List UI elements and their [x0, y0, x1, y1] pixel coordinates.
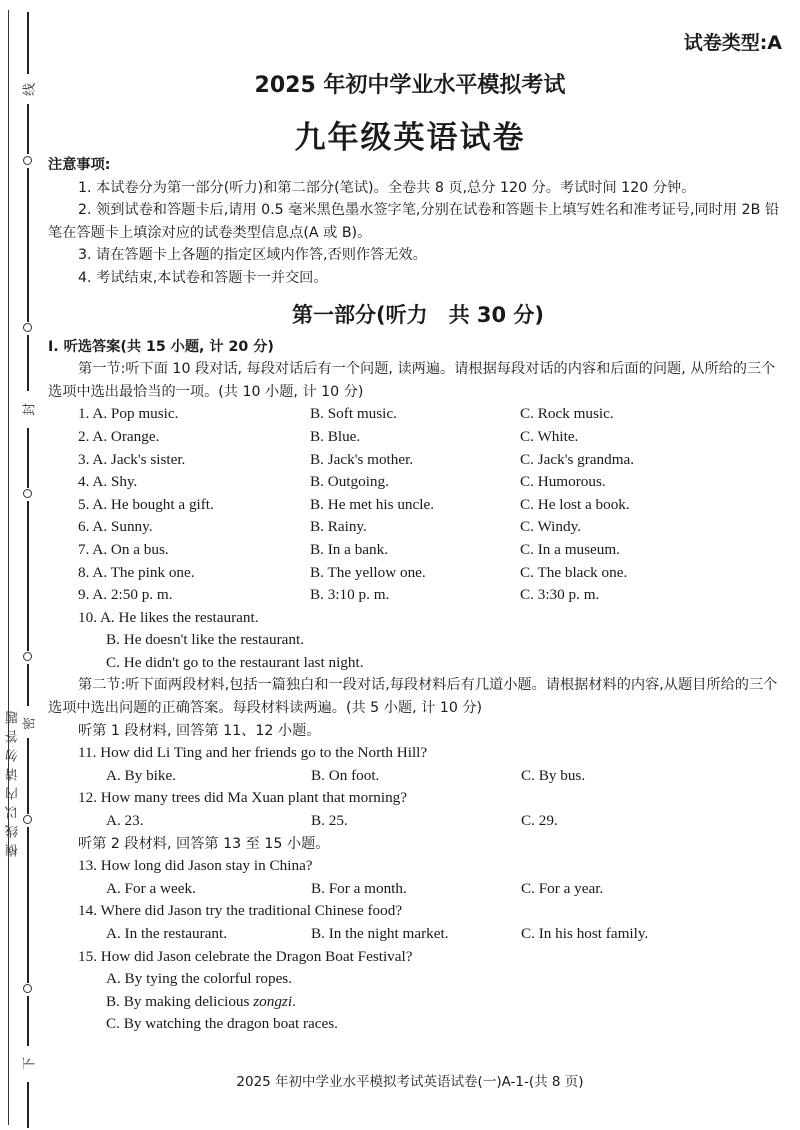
binding-char-xia: 下	[22, 1057, 38, 1071]
q14-options	[48, 923, 788, 946]
option-c: C. By bus.	[521, 766, 586, 784]
q13-options	[48, 878, 788, 901]
binding-line	[27, 827, 29, 983]
binding-circle-icon	[23, 156, 32, 165]
option-a: 2. A. Orange.	[78, 427, 160, 445]
exam-title: 2025 年初中学业水平模拟考试	[254, 73, 566, 98]
paper-title: 九年级英语试卷	[294, 120, 526, 156]
option-a: A. In the restaurant.	[106, 925, 228, 942]
binding-line	[27, 738, 29, 814]
option-a: 6. A. Sunny.	[78, 518, 153, 536]
note-item-4: 4. 考试结束,本试卷和答题卡一并交回。	[78, 269, 328, 286]
option-a: 5. A. He bought a gift.	[78, 495, 214, 513]
question-row	[48, 494, 788, 517]
q15-option-c: C. By watching the dragon boat races.	[106, 1015, 338, 1033]
option-c: C. White.	[520, 427, 579, 445]
q15-option-a: A. By tying the colorful ropes.	[106, 970, 293, 988]
option-c: C. In a museum.	[520, 540, 620, 558]
option-b-suffix: .	[292, 992, 296, 1010]
option-b: B. Jack's mother.	[310, 450, 414, 468]
note-item-3: 3. 请在答题卡上各题的指定区域内作答,否则作答无效。	[78, 247, 427, 264]
binding-note: 横线以内请勿答题	[6, 705, 21, 857]
option-b: B. Rainy.	[310, 518, 367, 536]
binding-line	[27, 428, 29, 488]
option-c: C. He lost a book.	[520, 495, 630, 513]
option-c: C. 29.	[521, 812, 558, 830]
sec2-instructions: 第二节:听下面两段材料,包括一篇独白和一段对话,每段材料后有几道小题。请根据材料的内容,从题目所给的三个选项中选出问题的正确答案。每段材料读两遍。(共 5 小题, 计 10 分)	[48, 677, 778, 717]
binding-char-feng: 封	[22, 403, 38, 417]
q10-option-c: C. He didn't go to the restaurant last night.	[106, 653, 364, 671]
question-row	[48, 516, 788, 539]
option-c: C. 3:30 p. m.	[520, 586, 600, 604]
option-c: C. Humorous.	[520, 473, 606, 491]
binding-line	[27, 335, 29, 391]
option-a: A. 23.	[106, 812, 144, 830]
option-a: 9. A. 2:50 p. m.	[78, 586, 173, 604]
option-a: A. For a week.	[106, 879, 196, 897]
option-c: C. For a year.	[521, 879, 604, 897]
material2-heading: 听第 2 段材料, 回答第 13 至 15 小题。	[78, 835, 330, 852]
option-c: C. Jack's grandma.	[520, 450, 635, 468]
option-b: B. Outgoing.	[310, 473, 389, 491]
q11-text: 11. How did Li Ting and her friends go to the North Hill?	[78, 744, 428, 762]
option-b: B. 3:10 p. m.	[310, 586, 390, 604]
binding-line	[27, 12, 29, 74]
q15-text: 15. How did Jason celebrate the Dragon Boat Festival?	[78, 947, 413, 965]
binding-char-mi: 密	[22, 717, 38, 731]
option-c: C. In his host family.	[521, 925, 649, 942]
q12-text: 12. How many trees did Ma Xuan plant that morning?	[78, 789, 407, 807]
question-row	[48, 426, 788, 449]
exam-content	[48, 154, 788, 1036]
option-b-text: B. By making delicious	[106, 992, 254, 1010]
option-b: B. The yellow one.	[310, 563, 426, 581]
q13-text: 13. How long did Jason stay in China?	[78, 857, 313, 875]
sec1-instructions: 第一节:听下面 10 段对话, 每段对话后有一个问题, 读两遍。请根据每段对话的内容和后面的问题, 从所给的三个选项中选出最恰当的一项。(共 10 小题, 计 10 分)	[48, 361, 776, 400]
q10-option-a: 10. A. He likes the restaurant.	[78, 608, 259, 626]
question-row	[48, 403, 788, 426]
q12-options	[48, 810, 788, 833]
q15-option-b	[48, 991, 788, 1014]
question-row	[48, 539, 788, 562]
option-a: 1. A. Pop music.	[78, 405, 179, 423]
option-a: 3. A. Jack's sister.	[78, 450, 186, 468]
option-b: B. In the night market.	[311, 925, 449, 942]
option-b: B. Soft music.	[310, 405, 397, 423]
option-a: 8. A. The pink one.	[78, 563, 195, 581]
option-b: B. For a month.	[311, 879, 407, 897]
option-a: 7. A. On a bus.	[78, 540, 169, 558]
q10-option-b: B. He doesn't like the restaurant.	[106, 631, 305, 649]
binding-circle-icon	[23, 815, 32, 824]
binding-line	[27, 168, 29, 322]
question-row	[48, 471, 788, 494]
notes-heading: 注意事项:	[48, 157, 111, 173]
binding-circle-icon	[23, 489, 32, 498]
binding-circle-icon	[23, 652, 32, 661]
note-item-1: 1. 本试卷分为第一部分(听力)和第二部分(笔试)。全卷共 8 页,总分 120 分。考试时间 120 分钟。	[78, 179, 696, 196]
option-c: C. Windy.	[520, 518, 581, 536]
question-row	[48, 562, 788, 585]
binding-line	[27, 664, 29, 706]
binding-line	[27, 996, 29, 1046]
question-row	[48, 449, 788, 472]
option-c: C. Rock music.	[520, 405, 614, 423]
option-b: B. He met his uncle.	[310, 495, 435, 513]
option-a: A. By bike.	[106, 766, 177, 784]
option-b: B. In a bank.	[310, 540, 389, 558]
paper-type-label: 试卷类型:A	[683, 32, 782, 54]
option-b-italic: zongzi	[253, 992, 293, 1010]
page-footer: 2025 年初中学业水平模拟考试英语试卷(一)A-1-(共 8 页)	[236, 1074, 584, 1090]
option-c: C. The black one.	[520, 563, 628, 581]
option-a: 4. A. Shy.	[78, 473, 138, 491]
option-b: B. On foot.	[311, 766, 380, 784]
part1-title: 第一部分(听力 共 30 分)	[291, 302, 545, 327]
option-b: B. 25.	[311, 812, 348, 830]
margin-outer-line	[8, 10, 9, 1125]
binding-circle-icon	[23, 323, 32, 332]
note-item-2: 2. 领到试卷和答题卡后,请用 0.5 毫米黑色墨水签字笔,分别在试卷和答题卡上填写姓名和准考证号,同时用 2B 铅笔在答题卡上填涂对应的试卷类型信息点(A 或 B)。	[48, 202, 780, 241]
binding-line	[27, 501, 29, 651]
material1-heading: 听第 1 段材料, 回答第 11、12 小题。	[78, 722, 321, 739]
binding-circle-icon	[23, 984, 32, 993]
section1-heading: Ⅰ. 听选答案(共 15 小题, 计 20 分)	[48, 338, 274, 355]
q11-options	[48, 765, 788, 788]
q14-text: 14. Where did Jason try the traditional Chinese food?	[78, 902, 403, 920]
option-b: B. Blue.	[310, 427, 361, 445]
question-row	[48, 584, 788, 607]
binding-char-xian: 线	[22, 83, 38, 97]
binding-margin	[0, 0, 50, 1130]
